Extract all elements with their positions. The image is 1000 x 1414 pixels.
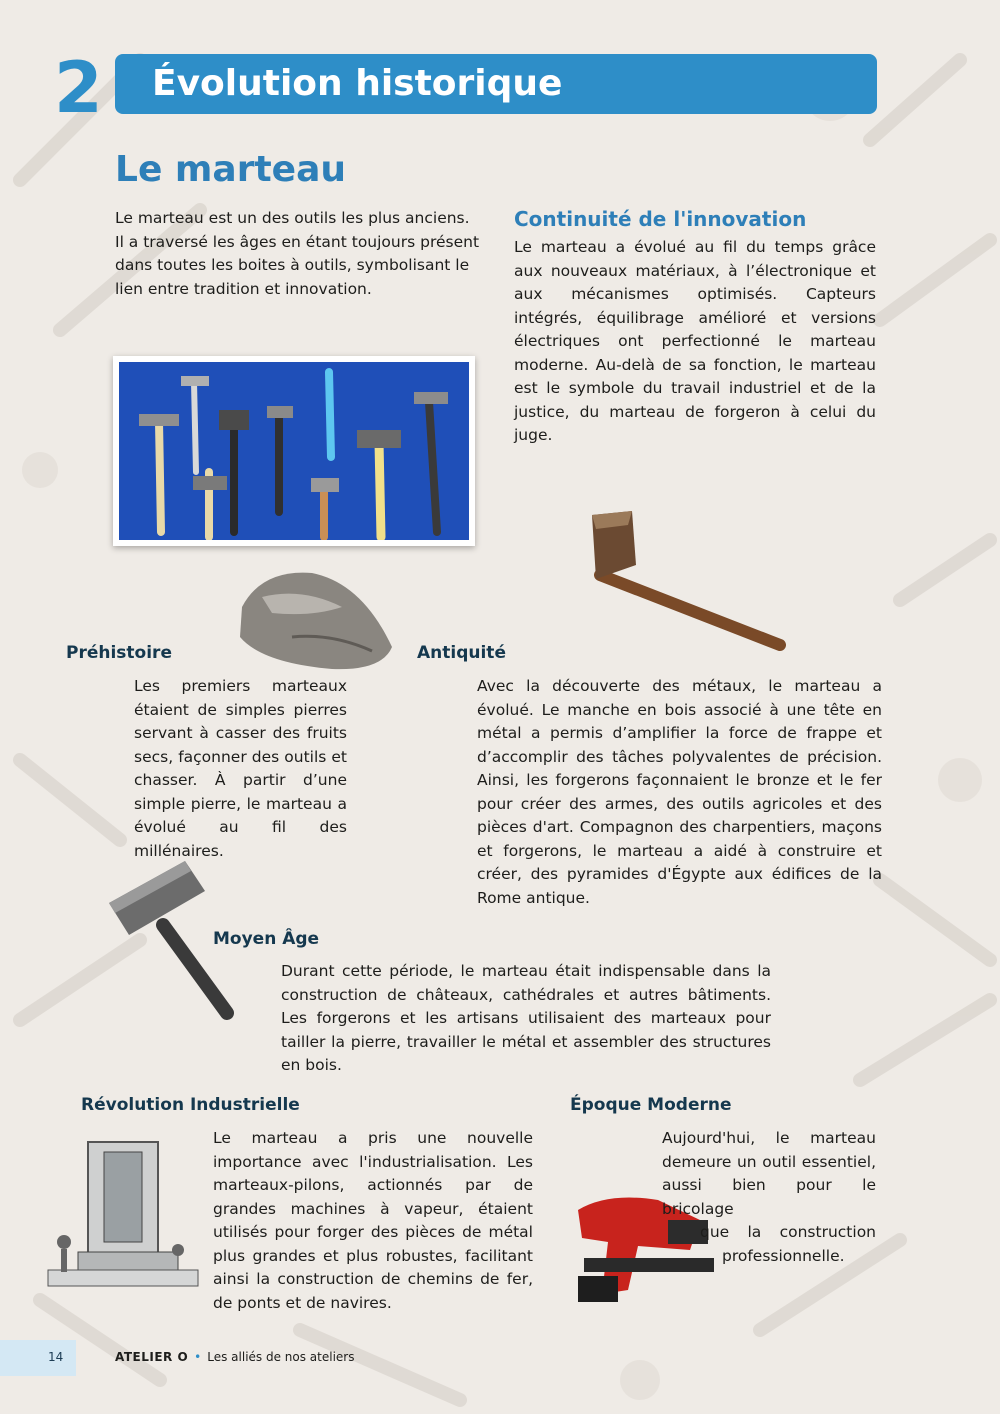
industrial-revolution-paragraph: Le marteau a pris une nouvelle importance avec l'industrialisation. Les marteaux-pilons, actionnés par de grandes machines à vapeur, étaient utilisés pour forger des pièces de métal plus grandes et plus robustes, facilitant ainsi la construction de chemins de fer, de ponts et de navires.: [213, 1129, 533, 1312]
footer-running-title: [115, 1347, 354, 1367]
antiquity-heading: Antiquité: [417, 643, 506, 663]
chapter-number: 2: [54, 47, 101, 129]
antiquity-paragraph: Avec la découverte des métaux, le marteau a évolué. Le manche en bois associé à une tête en métal a permis d’amplifier la force de frappe et d’accomplir des tâches polyvalentes de précision. Ainsi, les forgerons façonnaient le bronze et le fer pour créer des armes, des outils agricoles et des pièces d'art. Compagnon des charpentiers, maçons et forgerons, le marteau a aidé à construire et créer, des pyramides d'Égypte aux édifices de la Rome antique.: [477, 677, 882, 907]
industrial-revolution-heading: Révolution Industrielle: [81, 1095, 300, 1115]
modern-era-line: aussi bien pour le bricolage: [662, 1176, 876, 1218]
page-title: Le marteau: [115, 149, 346, 190]
intro-paragraph: Le marteau est un des outils les plus anciens. Il a traversé les âges en étant toujours présent dans toutes les boites à outils, symbolisant le lien entre tradition et innovation.: [115, 209, 480, 298]
hammers-collection-photo: [113, 356, 475, 546]
middle-ages-paragraph: Durant cette période, le marteau était indispensable dans la construction de châteaux, cathédrales et autres bâtiments. Les forgerons et les artisans utilisaient des marteaux pour tailler la pierre, travailler le métal et assembler des structures en bois.: [281, 962, 771, 1074]
chapter-title: Évolution historique: [152, 63, 563, 104]
footer-separator-dot: •: [194, 1350, 202, 1364]
innovation-paragraph: Le marteau a évolué au fil du temps grâce aux nouveaux matériaux, à l’électronique et aux mécanismes optimisés. Capteurs intégrés, équilibrage amélioré et versions électriques ont perfectionné le marteau moderne. Au-delà de sa fonction, le marteau est le symbole du travail industriel et de la justice, du marteau de forgeron à celui du juge.: [514, 238, 876, 444]
modern-era-line: Aujourd'hui, le marteau: [662, 1129, 876, 1147]
modern-era-line: que la construction: [700, 1223, 876, 1241]
page-number: 14: [48, 1350, 64, 1364]
innovation-heading: Continuité de l'innovation: [514, 207, 807, 231]
prehistory-heading: Préhistoire: [66, 643, 172, 663]
middle-ages-heading: Moyen Âge: [213, 929, 320, 949]
wooden-hammer-illustration: [570, 505, 792, 655]
footer-brand: ATELIER O: [115, 1350, 189, 1364]
stone-tool-illustration: [232, 567, 398, 675]
prehistory-paragraph: Les premiers marteaux étaient de simples pierres servant à casser des fruits secs, façonner des outils et chasser. À partir d’une simple pierre, le marteau a évolué au fil des millénaires.: [134, 677, 347, 860]
footer-page-tab: [0, 1340, 76, 1376]
hammers-image: [119, 362, 469, 540]
modern-era-heading: Époque Moderne: [570, 1095, 732, 1115]
footer-subtitle: Les alliés de nos ateliers: [207, 1350, 355, 1364]
steam-hammer-illustration: [38, 1132, 204, 1294]
modern-era-line: demeure un outil essentiel,: [662, 1152, 876, 1171]
modern-era-line: professionnelle.: [722, 1246, 845, 1265]
modern-era-paragraph: [662, 1127, 876, 1268]
